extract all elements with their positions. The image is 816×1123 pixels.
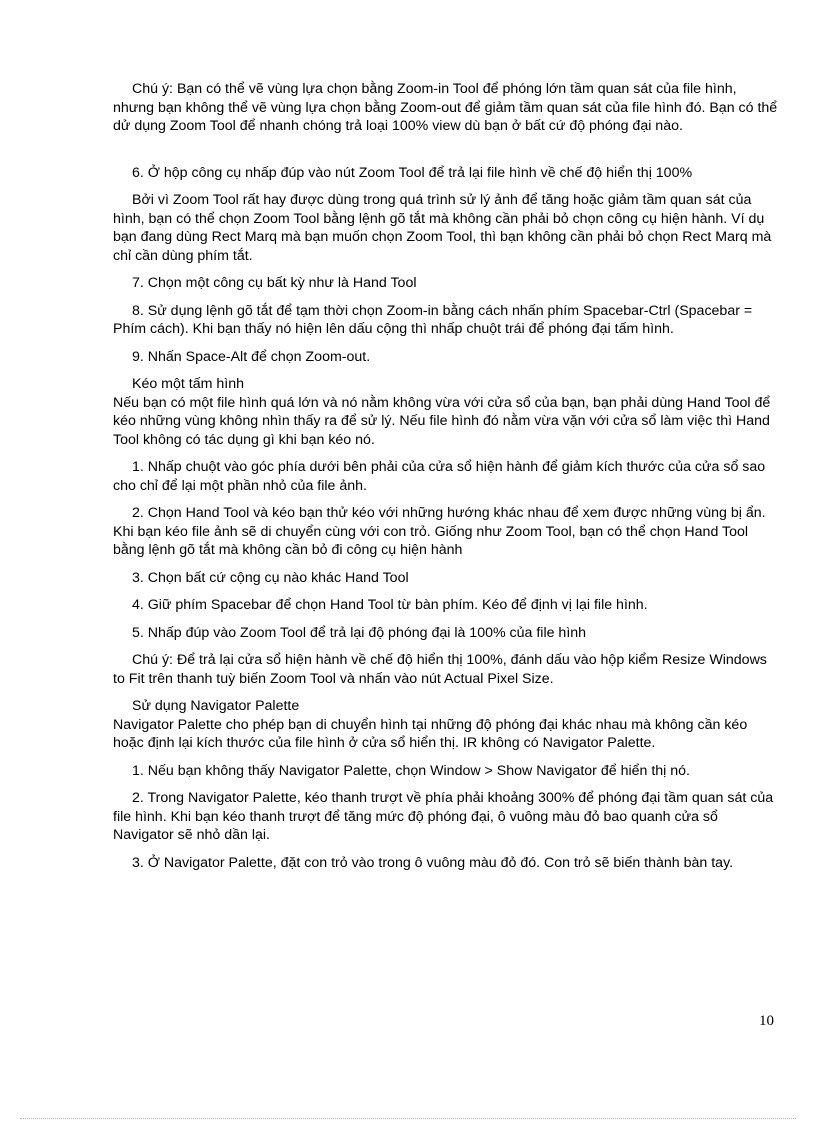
- step-paragraph: 1. Nhấp chuột vào góc phía dưới bên phải của cửa sổ hiện hành để giảm kích thước của cửa sổ sao cho chỉ để lại một phần nhỏ của file ảnh.: [113, 459, 766, 494]
- section-heading: Sử dụng Navigator Palette: [132, 698, 300, 714]
- step-paragraph: 6. Ở hộp công cụ nhấp đúp vào nút Zoom Tool để trả lại file hình về chế độ hiển thị 100%: [132, 164, 693, 181]
- body-paragraph: Nếu bạn có một file hình quá lớn và nó nằm không vừa với cửa sổ của bạn, bạn phải dùng Hand Tool để kéo những vùng không nhìn thấy ra để sử lý. Nếu file hình đó nằm vừa vặn với cửa sổ làm việc thì Hand Tool không có tác dụng gì khi bạn kéo nó.: [113, 394, 771, 448]
- step-paragraph: 8. Sử dụng lệnh gõ tắt để tạm thời chọn Zoom-in bằng cách nhấn phím Spacebar-Ctrl (Spacebar = Phím cách). Khi bạn thấy nó hiện lên dấu cộng thì nhấp chuột trái để phóng đại tấm hình.: [113, 302, 753, 337]
- step-paragraph: 3. Ở Navigator Palette, đặt con trỏ vào trong ô vuông màu đỏ đó. Con trỏ sẽ biến thành bàn tay.: [132, 854, 734, 871]
- page-bottom-divider: [20, 1118, 796, 1119]
- section-heading: Kéo một tấm hình: [132, 376, 244, 392]
- body-paragraph: Navigator Palette cho phép bạn di chuyển hình tại những độ phóng đại khác nhau mà không cần kéo hoặc định lại kích thước của file hình ở cửa sổ hiển thị. IR không có Navigator Palette.: [113, 716, 748, 751]
- page-number: 10: [759, 1013, 774, 1029]
- step-paragraph: 2. Chọn Hand Tool và kéo bạn thử kéo với những hướng khác nhau để xem được những vùng bị ẩn. Khi bạn kéo file ảnh sẽ di chuyển cùng với con trỏ. Giống như Zoom Tool, bạn có thể chọn Hand Tool bằng lệnh gõ tắt mà không cần bỏ đi công cụ hiện hành: [113, 505, 766, 558]
- step-paragraph: 5. Nhấp đúp vào Zoom Tool để trả lại độ phóng đại là 100% của file hình: [132, 624, 587, 641]
- step-paragraph: 9. Nhấn Space-Alt để chọn Zoom-out.: [132, 348, 371, 365]
- step-paragraph: 4. Giữ phím Spacebar để chọn Hand Tool từ bàn phím. Kéo để định vị lại file hình.: [132, 597, 648, 613]
- step-paragraph: 7. Chọn một công cụ bất kỳ như là Hand Tool: [132, 275, 417, 291]
- step-paragraph: 1. Nếu bạn không thấy Navigator Palette, chọn Window > Show Navigator để hiển thị nó.: [132, 762, 690, 779]
- step-paragraph: 2. Trong Navigator Palette, kéo thanh trượt về phía phải khoảng 300% để phóng đại tầm quan sát của file hình. Khi bạn kéo thanh trượt để tăng mức độ phóng đại, ô vuông màu đỏ bao quanh cửa sổ Navigator sẽ nhỏ dần lại.: [113, 790, 774, 843]
- document-body: [113, 80, 778, 881]
- step-paragraph: 3. Chọn bất cứ cộng cụ nào khác Hand Tool: [132, 569, 409, 586]
- note-paragraph: Chú ý: Để trả lại cửa sổ hiện hành về chế độ hiển thị 100%, đánh dấu vào hộp kiểm Resize Windows to Fit trên thanh tuỳ biến Zoom Tool và nhấn vào nút Actual Pixel Size.: [113, 652, 767, 687]
- body-paragraph: Bởi vì Zoom Tool rất hay được dùng trong quá trình sử lý ảnh để tăng hoặc giảm tầm quan sát của hình, bạn có thể chọn Zoom Tool bằng lệnh gõ tắt mà không cần phải bỏ chọn công cụ hiện hành. Ví dụ bạn đang dùng Rect Marq mà bạn muốn chọn Zoom Tool, thì bạn không cần phải bỏ chọn Rect Marq mà chỉ cần dùng phím tắt.: [113, 192, 772, 264]
- note-paragraph: Chú ý: Bạn có thể vẽ vùng lựa chọn bằng Zoom-in Tool để phóng lớn tầm quan sát của file hình, nhưng bạn không thể vẽ vùng lựa chọn bằng Zoom-out để giảm tầm quan sát của file hình đó. Bạn có thể dử dụng Zoom Tool để nhanh chóng trả loại 100% view dù bạn ở bất cứ độ phóng đại nào.: [113, 81, 778, 134]
